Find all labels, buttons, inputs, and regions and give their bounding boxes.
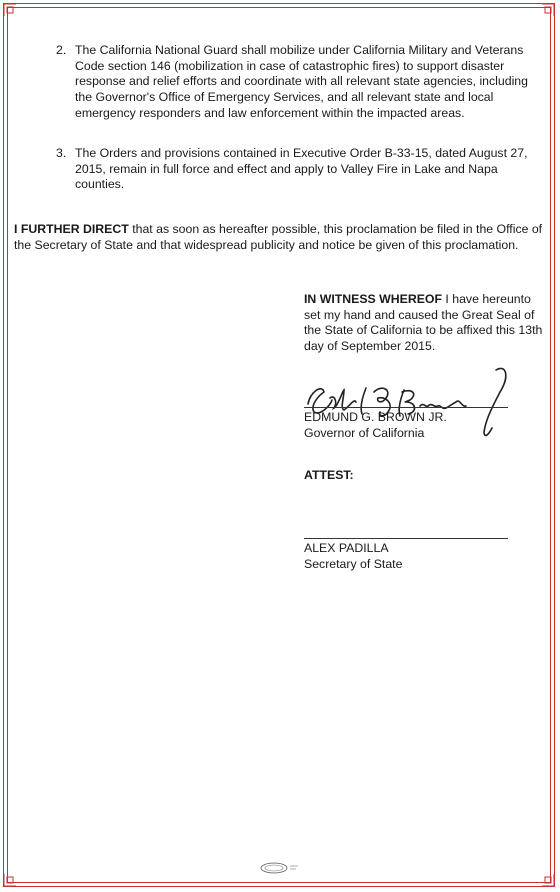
signer-name: EDMUND G. BROWN JR. — [304, 410, 447, 424]
signer-title: Governor of California — [304, 426, 425, 440]
witness-paragraph — [304, 292, 544, 354]
list-item — [56, 43, 540, 122]
union-label-icon — [254, 862, 300, 874]
attest-label: ATTEST: — [304, 468, 354, 482]
list-item-text: The California National Guard shall mobilize under California Military and Veterans Code section 146 (mobilization in case of catastrophic fires) to support disaster response and relief efforts and coordinate with all relevant state agencies, including the Governor's Office of Emergency Services, and all relevant state and local emergency responders and law enforcement within the impacted areas. — [75, 43, 528, 120]
attest-signature-line — [304, 538, 508, 539]
attest-name: ALEX PADILLA — [304, 541, 389, 555]
witness-text: I have hereunto set my hand and caused the Great Seal of the State of California to be affixed this 13th day of September 2015. — [304, 292, 543, 353]
attest-title: Secretary of State — [304, 557, 403, 571]
further-direct-text: that as soon as hereafter possible, this proclamation be filed in the Office of the Secretary of State and that widespread publicity and notice be given of this proclamation. — [14, 222, 543, 252]
list-item-number: 3. — [56, 146, 67, 160]
witness-lead: IN WITNESS WHEREOF — [304, 292, 442, 306]
further-direct-paragraph — [14, 221, 550, 253]
list-item-text: The Orders and provisions contained in Executive Order B-33-15, dated August 27, 2015, remain in full force and effect and apply to Valley Fire in Lake and Napa counties. — [75, 146, 528, 192]
signature-line — [304, 407, 508, 408]
list-item-number: 2. — [56, 43, 67, 57]
list-item — [56, 146, 540, 193]
further-direct-lead: I FURTHER DIRECT — [14, 222, 129, 236]
